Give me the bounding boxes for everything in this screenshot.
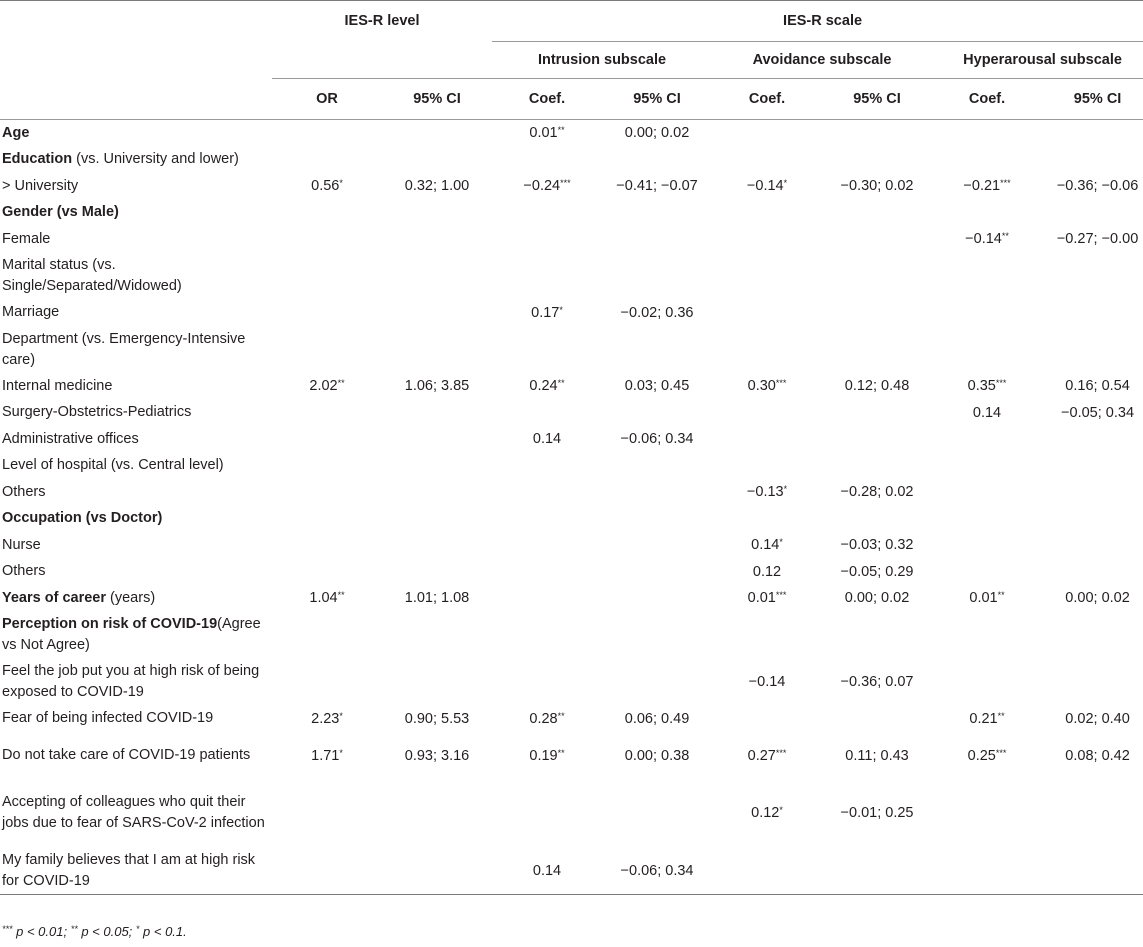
table-cell: −0.21*** xyxy=(963,178,1011,195)
row-label: Fear of being infected COVID-19 xyxy=(2,710,214,727)
table-cell xyxy=(822,147,932,174)
table-cell xyxy=(602,226,712,253)
table-cell xyxy=(1042,847,1143,895)
table-cell: −0.24*** xyxy=(523,178,571,195)
table-cell xyxy=(1042,147,1143,174)
row-label: Occupation (vs Doctor) xyxy=(2,510,163,527)
table-cell xyxy=(492,253,602,300)
table-cell xyxy=(822,847,932,895)
table-cell xyxy=(272,253,382,300)
ies-r-scale-header: IES-R scale xyxy=(492,1,1143,42)
table-cell xyxy=(932,532,1042,559)
table-cell xyxy=(492,453,602,480)
table-cell xyxy=(1042,659,1143,706)
table-cell: −0.36; 0.07 xyxy=(840,674,914,690)
table-cell: −0.28; 0.02 xyxy=(840,484,914,501)
table-cell xyxy=(382,147,492,174)
row-label: Others xyxy=(2,483,46,500)
table-cell: 1.01; 1.08 xyxy=(404,590,470,607)
table-cell xyxy=(712,847,822,895)
row-label: Others xyxy=(2,563,46,580)
column-header: Coef. xyxy=(712,79,822,120)
table-cell xyxy=(932,506,1042,533)
table-cell xyxy=(382,120,492,147)
table-cell xyxy=(492,147,602,174)
table-cell xyxy=(822,426,932,453)
column-header: Coef. xyxy=(492,79,602,120)
table-cell xyxy=(492,400,602,427)
table-cell xyxy=(932,779,1042,847)
table-cell xyxy=(712,506,822,533)
table-cell xyxy=(1042,120,1143,147)
corner-cell xyxy=(0,1,272,42)
table-row xyxy=(0,373,1143,400)
table-cell: 0.35*** xyxy=(967,378,1007,395)
table-cell xyxy=(822,300,932,327)
table-cell xyxy=(492,612,602,659)
column-header: OR xyxy=(272,79,382,120)
table-cell xyxy=(712,326,822,373)
table-cell: 0.17* xyxy=(531,304,563,321)
table-row xyxy=(0,612,1143,659)
table-cell: 0.01** xyxy=(529,125,565,142)
row-label: Internal medicine xyxy=(2,377,113,394)
table-cell xyxy=(272,226,382,253)
table-cell xyxy=(1042,532,1143,559)
table-cell: 0.25*** xyxy=(967,747,1007,764)
table-cell xyxy=(492,506,602,533)
table-cell xyxy=(382,326,492,373)
table-cell xyxy=(822,253,932,300)
table-cell: 0.00; 0.02 xyxy=(624,125,690,142)
table-cell: 0.93; 3.16 xyxy=(404,747,470,764)
table-cell: 0.01*** xyxy=(747,590,787,607)
table-cell xyxy=(1042,200,1143,227)
table-cell xyxy=(272,479,382,506)
table-cell xyxy=(822,200,932,227)
table-cell xyxy=(492,479,602,506)
table-row xyxy=(0,706,1143,733)
table-row xyxy=(0,479,1143,506)
table-row xyxy=(0,847,1143,895)
table-cell xyxy=(1042,559,1143,586)
table-cell: 0.24** xyxy=(529,378,565,395)
table-cell xyxy=(932,612,1042,659)
table-cell xyxy=(1042,453,1143,480)
column-header: Coef. xyxy=(932,79,1042,120)
table-cell: −0.06; 0.34 xyxy=(602,847,712,895)
table-row xyxy=(0,532,1143,559)
table-cell xyxy=(272,659,382,706)
row-label: Do not take care of COVID-19 patients xyxy=(2,747,251,763)
table-cell: 0.11; 0.43 xyxy=(845,747,909,764)
table-cell xyxy=(272,400,382,427)
table-cell xyxy=(602,659,712,706)
table-cell xyxy=(492,326,602,373)
table-cell xyxy=(932,479,1042,506)
table-cell xyxy=(932,326,1042,373)
table-cell xyxy=(932,253,1042,300)
table-cell xyxy=(712,426,822,453)
table-cell xyxy=(272,147,382,174)
table-cell: 0.32; 1.00 xyxy=(404,178,470,195)
table-cell: 0.00; 0.38 xyxy=(624,747,690,764)
table-cell xyxy=(822,400,932,427)
row-label: Perception on risk of COVID-19(Agree vs Not Agree) xyxy=(2,616,261,653)
table-row xyxy=(0,326,1143,373)
table-row xyxy=(0,226,1143,253)
table-cell xyxy=(492,585,602,612)
ies-r-level-header: IES-R level xyxy=(272,1,492,42)
row-label: Education (vs. University and lower) xyxy=(2,151,239,168)
table-cell xyxy=(492,559,602,586)
table-cell xyxy=(932,659,1042,706)
table-cell: −0.41; −0.07 xyxy=(616,178,698,195)
table-cell xyxy=(382,506,492,533)
table-cell: 0.14 xyxy=(492,847,602,895)
table-cell xyxy=(382,779,492,847)
row-label: Gender (vs Male) xyxy=(2,204,119,221)
table-cell xyxy=(272,847,382,895)
table-cell: −0.30; 0.02 xyxy=(840,178,914,195)
table-cell xyxy=(602,200,712,227)
table-cell: 0.14* xyxy=(751,537,783,554)
row-label: Accepting of colleagues who quit their jobs due to fear of SARS-CoV-2 infection xyxy=(2,794,265,831)
table-cell xyxy=(382,559,492,586)
table-cell: 0.14 xyxy=(532,431,562,448)
table-cell: 0.08; 0.42 xyxy=(1065,747,1130,764)
table-cell xyxy=(272,506,382,533)
table-cell: −0.01; 0.25 xyxy=(840,805,914,821)
table-cell xyxy=(602,559,712,586)
table-cell xyxy=(602,400,712,427)
table-cell xyxy=(712,400,822,427)
column-header: 95% CI xyxy=(382,79,492,120)
column-header: 95% CI xyxy=(822,79,932,120)
table-row xyxy=(0,506,1143,533)
row-label: Female xyxy=(2,230,51,247)
table-cell: 0.19** xyxy=(529,747,565,764)
table-cell xyxy=(822,453,932,480)
table-cell xyxy=(382,479,492,506)
table-cell xyxy=(382,253,492,300)
table-cell: 0.02; 0.40 xyxy=(1065,710,1130,727)
table-cell xyxy=(1042,426,1143,453)
table-cell: −0.05; 0.34 xyxy=(1061,404,1135,421)
table-cell xyxy=(932,147,1042,174)
table-cell: 0.21** xyxy=(969,710,1005,727)
table-cell: 0.56* xyxy=(311,178,343,195)
table-cell xyxy=(602,779,712,847)
table-cell: 0.27*** xyxy=(747,747,787,764)
table-cell xyxy=(382,453,492,480)
table-cell xyxy=(602,253,712,300)
table-cell xyxy=(272,426,382,453)
table-cell xyxy=(712,226,822,253)
row-label: > University xyxy=(2,177,79,194)
table-cell xyxy=(822,326,932,373)
table-cell xyxy=(712,300,822,327)
table-cell xyxy=(1042,779,1143,847)
table-row xyxy=(0,659,1143,706)
table-cell xyxy=(932,426,1042,453)
table-cell xyxy=(272,779,382,847)
table-cell xyxy=(712,706,822,733)
table-row xyxy=(0,173,1143,200)
table-cell xyxy=(1042,253,1143,300)
table-cell: 1.06; 3.85 xyxy=(404,378,470,395)
table-cell xyxy=(272,120,382,147)
table-cell xyxy=(932,453,1042,480)
table-cell xyxy=(602,506,712,533)
table-cell xyxy=(382,400,492,427)
table-row xyxy=(0,120,1143,147)
row-label: Feel the job put you at high risk of being exposed to COVID-19 xyxy=(2,663,260,700)
table-cell: 0.00; 0.02 xyxy=(1065,590,1130,607)
table-row xyxy=(0,200,1143,227)
table-cell: −0.14** xyxy=(965,231,1009,248)
table-cell: 0.12 xyxy=(752,563,782,580)
hyperarousal-subscale-header: Hyperarousal subscale xyxy=(932,42,1143,79)
table-row xyxy=(0,453,1143,480)
row-label: My family believes that I am at high risk for COVID-19 xyxy=(0,847,272,895)
table-cell: 1.71* xyxy=(311,747,343,764)
table-row xyxy=(0,559,1143,586)
column-header: 95% CI xyxy=(1042,79,1143,120)
table-row xyxy=(0,585,1143,612)
table-cell xyxy=(822,120,932,147)
table-cell xyxy=(712,200,822,227)
row-label: Marital status (vs. Single/Separated/Widowed) xyxy=(2,257,182,294)
table-row xyxy=(0,732,1143,779)
table-cell xyxy=(932,300,1042,327)
table-cell xyxy=(1042,326,1143,373)
table-cell: 0.90; 5.53 xyxy=(404,710,470,727)
table-cell xyxy=(272,453,382,480)
table-cell xyxy=(602,147,712,174)
table-cell: −0.14 xyxy=(748,674,786,690)
table-cell xyxy=(602,479,712,506)
table-cell xyxy=(932,200,1042,227)
table-cell: −0.27; −0.00 xyxy=(1056,231,1139,248)
table-cell: 0.01** xyxy=(969,590,1005,607)
table-cell xyxy=(272,532,382,559)
table-cell xyxy=(382,200,492,227)
table-cell xyxy=(712,612,822,659)
table-cell xyxy=(602,532,712,559)
table-cell xyxy=(272,559,382,586)
table-cell xyxy=(382,847,492,895)
column-header: 95% CI xyxy=(602,79,712,120)
table-cell: −0.13* xyxy=(746,484,788,501)
table-row xyxy=(0,400,1143,427)
table-cell: −0.06; 0.34 xyxy=(620,431,694,448)
table-cell xyxy=(932,120,1042,147)
table-cell xyxy=(822,706,932,733)
table-cell: −0.36; −0.06 xyxy=(1056,178,1139,195)
table-cell xyxy=(272,200,382,227)
row-label: Level of hospital (vs. Central level) xyxy=(2,457,224,474)
table-cell xyxy=(1042,506,1143,533)
table-cell: 2.23* xyxy=(311,710,343,727)
table-row xyxy=(0,147,1143,174)
table-cell: −0.03; 0.32 xyxy=(840,537,914,554)
row-label: Surgery-Obstetrics-Pediatrics xyxy=(2,404,192,421)
table-row xyxy=(0,300,1143,327)
table-cell xyxy=(1042,300,1143,327)
table-cell: 0.06; 0.49 xyxy=(624,710,690,727)
table-cell xyxy=(382,612,492,659)
table-cell: −0.14* xyxy=(746,178,788,195)
table-cell: 0.12* xyxy=(751,805,783,821)
table-cell xyxy=(272,326,382,373)
table-cell xyxy=(382,226,492,253)
table-cell: 0.12; 0.48 xyxy=(844,378,910,395)
row-label: Marriage xyxy=(2,304,60,321)
table-cell xyxy=(492,226,602,253)
table-cell: 0.28** xyxy=(529,710,565,727)
avoidance-subscale-header: Avoidance subscale xyxy=(712,42,932,79)
table-cell xyxy=(712,147,822,174)
table-cell: 0.03; 0.45 xyxy=(624,378,690,395)
table-cell: 2.02** xyxy=(309,378,345,395)
row-label: Years of career (years) xyxy=(2,589,156,606)
table-cell: −0.05; 0.29 xyxy=(840,563,914,580)
row-label: Age xyxy=(2,124,30,141)
table-cell xyxy=(712,120,822,147)
table-cell xyxy=(822,506,932,533)
table-cell xyxy=(492,779,602,847)
table-cell: 0.14 xyxy=(972,404,1002,421)
table-cell xyxy=(492,532,602,559)
table-cell xyxy=(382,426,492,453)
table-body xyxy=(0,120,1143,895)
table-cell xyxy=(602,612,712,659)
table-cell xyxy=(272,612,382,659)
significance-footnote: *** p < 0.01; ** p < 0.05; * p < 0.1. xyxy=(2,924,187,939)
table-cell xyxy=(602,326,712,373)
table-cell xyxy=(822,612,932,659)
table-cell xyxy=(492,200,602,227)
table-cell: 1.04** xyxy=(309,590,345,607)
table-cell: −0.02; 0.36 xyxy=(620,304,694,321)
table-cell xyxy=(712,253,822,300)
table-cell xyxy=(1042,479,1143,506)
table-row xyxy=(0,779,1143,847)
table-cell xyxy=(272,300,382,327)
table-cell: 0.16; 0.54 xyxy=(1065,378,1130,395)
table-cell: 0.00; 0.02 xyxy=(844,590,910,607)
table-cell xyxy=(932,847,1042,895)
row-label: Administrative offices xyxy=(2,430,139,447)
table-cell xyxy=(602,585,712,612)
table-cell xyxy=(382,300,492,327)
table-cell xyxy=(382,532,492,559)
table-cell xyxy=(602,453,712,480)
table-cell xyxy=(492,659,602,706)
table-row xyxy=(0,253,1143,300)
table-cell xyxy=(822,226,932,253)
table-cell xyxy=(932,559,1042,586)
table-row xyxy=(0,426,1143,453)
row-label: Department (vs. Emergency-Intensive care) xyxy=(2,330,246,368)
row-label: Nurse xyxy=(2,536,41,553)
table-cell xyxy=(712,453,822,480)
intrusion-subscale-header: Intrusion subscale xyxy=(492,42,712,79)
table-cell xyxy=(1042,612,1143,659)
table-cell xyxy=(382,659,492,706)
table-cell: 0.30*** xyxy=(747,378,787,395)
